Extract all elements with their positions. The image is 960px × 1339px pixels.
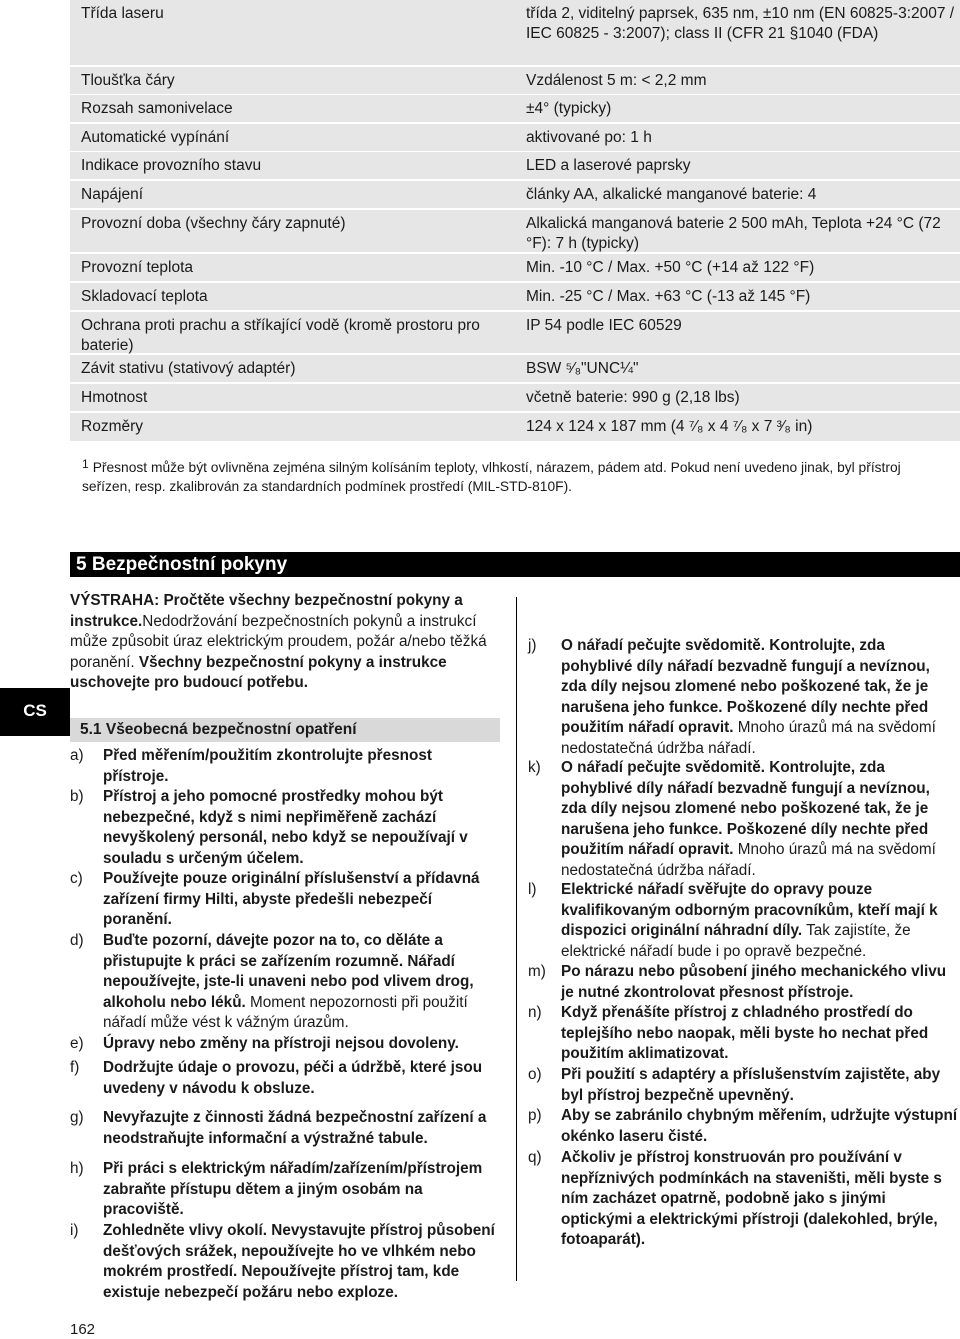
spec-value: třída 2, viditelný paprsek, 635 nm, ±10 nm (EN 60825-3:2007 / IEC 60825 - 3:2007); class II (CFR 21 §1040 (FDA) — [526, 5, 955, 42]
spec-row — [70, 384, 960, 411]
safety-item-letter: e) — [70, 1035, 84, 1052]
spec-value: ±4° (typicky) — [526, 100, 612, 117]
safety-item-letter: h) — [70, 1160, 84, 1177]
spec-row — [70, 413, 960, 441]
spec-label: Tloušťka čáry — [81, 72, 175, 89]
safety-item-letter: f) — [70, 1059, 80, 1076]
safety-item-letter: i) — [70, 1222, 79, 1239]
safety-item-bold: Při práci s elektrickým nářadím/zařízením/přístrojem zabraňte přístupu dětem a jiným osobám na pracoviště. — [103, 1160, 483, 1218]
safety-item-bold: Při použití s adaptéry a příslušenstvím zajistěte, aby byl přístroj bezpečně upevněný. — [561, 1066, 941, 1104]
spec-value: BSW ⁵⁄₈"UNC¼" — [526, 360, 639, 377]
safety-item-letter: d) — [70, 932, 84, 949]
safety-item-text — [103, 1221, 500, 1303]
safety-item-letter: m) — [528, 963, 546, 980]
column-divider — [516, 597, 517, 1281]
spec-value: LED a laserové paprsky — [526, 157, 691, 174]
safety-item-bold: Buďte pozorní, dávejte pozor na to, co děláte a přistupujte k práci se zařízením rozumně. Nářadí nepoužívejte, jste-li unaveni nebo pod vlivem drog, alkoholu nebo léků. — [103, 932, 474, 1011]
spec-row — [70, 124, 960, 151]
safety-item-bold: Ačkoliv je přístroj konstruován pro používání v nepříznivých podmínkách na staveništi, měli byste s ním zacházet opatrně, podobně jako s jinými optickými a elektrickými přístroji (dalekohled, brýle, fotoaparát). — [561, 1149, 942, 1248]
spec-label: Provozní teplota — [81, 259, 194, 276]
safety-item-text — [103, 746, 500, 787]
spec-value: články AA, alkalické manganové baterie: 4 — [526, 186, 817, 203]
spec-label: Hmotnost — [81, 389, 148, 406]
safety-item-text — [561, 636, 958, 759]
safety-item-text — [103, 1159, 500, 1221]
spec-label: Automatické vypínání — [81, 129, 230, 146]
safety-item-bold: Používejte pouze originální příslušenství a přídavná zařízení firmy Hilti, abyste předešli nebezpečí poranění. — [103, 870, 480, 928]
spec-row — [70, 67, 960, 94]
safety-item-text — [561, 1106, 958, 1147]
safety-item-bold: Dodržujte údaje o provozu, péči a údržbě, které jsou uvedeny v návodu k obsluze. — [103, 1059, 483, 1097]
safety-item-bold: O nářadí pečujte svědomitě. Kontrolujte, zda pohyblivé díly nářadí bezvadně fungují a nevíznou, zda díly nejsou zlomené nebo poškozené tak, že je narušena jeho funkce. Poškozené díly nechte před použitím nářadí opravit. — [561, 637, 930, 736]
safety-item-text — [103, 1034, 500, 1055]
safety-item-normal: Tak zajistíte, že elektrické nářadí bude i po opravě bezpečné. — [561, 922, 911, 960]
safety-item-letter: o) — [528, 1066, 542, 1083]
safety-item-bold: Před měřením/použitím zkontrolujte přesnost přístroje. — [103, 747, 432, 785]
safety-item-letter: a) — [70, 747, 84, 764]
safety-item-normal: Mnoho úrazů má na svědomí nedostatečná údržba nářadí. — [561, 841, 936, 879]
spec-label: Indikace provozního stavu — [81, 157, 262, 174]
safety-item-bold: Po nárazu nebo působení jiného mechanického vlivu je nutné zkontrolovat přesnost přístroje. — [561, 963, 947, 1001]
safety-item-text — [561, 1148, 958, 1251]
spec-value: 124 x 124 x 187 mm (4 ⁷⁄₈ x 4 ⁷⁄₈ x 7 ³⁄₈ in) — [526, 418, 813, 435]
spec-label: Ochrana proti prachu a stříkající vodě (kromě prostoru pro baterie) — [81, 317, 480, 354]
spec-label: Rozsah samonivelace — [81, 100, 233, 117]
section-title: 5 Bezpečnostní pokyny — [76, 554, 288, 575]
spec-value: IP 54 podle IEC 60529 — [526, 317, 682, 334]
warning-normal: Nedodržování bezpečnostních pokynů a instrukcí může způsobit úraz elektrickým proudem, požár a/nebo těžká poranění. — [70, 612, 487, 671]
safety-item-text — [561, 880, 958, 962]
spec-label: Skladovací teplota — [81, 288, 208, 305]
safety-item-text — [103, 1108, 500, 1149]
safety-item-text — [561, 758, 958, 881]
spec-row — [70, 355, 960, 382]
safety-item-text — [561, 962, 958, 1003]
safety-item-letter: k) — [528, 759, 541, 776]
spec-value: aktivované po: 1 h — [526, 129, 652, 146]
safety-item-normal: Moment nepozornosti při použití nářadí může vést k vážným úrazům. — [103, 993, 468, 1031]
safety-item-letter: l) — [528, 881, 537, 898]
safety-item-text — [103, 869, 500, 931]
footnote-text: Přesnost může být ovlivněna zejména silným kolísáním teploty, vlhkostí, nárazem, pádem atd. Pokud není uvedeno jinak, byl přístroj seřízen, resp. zkalibrován za standardních podmínek prostředí (MIL-STD-810F). — [82, 460, 901, 494]
safety-item-bold: Aby se zabránilo chybným měřením, udržujte výstupní okénko laseru čisté. — [561, 1107, 958, 1145]
safety-item-bold: Elektrické nářadí svěřujte do opravy pouze kvalifikovaným odborným pracovníkům, kteří mají k dispozici originální náhradní díly. — [561, 881, 938, 939]
spec-row — [70, 312, 960, 353]
spec-value: včetně baterie: 990 g (2,18 lbs) — [526, 389, 740, 406]
footnote-marker: 1 — [82, 457, 89, 471]
safety-item-bold: Nevyřazujte z činnosti žádná bezpečnostní zařízení a neodstraňujte informační a výstražné tabule. — [103, 1109, 487, 1147]
safety-item-bold: O nářadí pečujte svědomitě. Kontrolujte, zda pohyblivé díly nářadí bezvadně fungují a nevíznou, zda díly nejsou zlomené nebo poškozené tak, že je narušena jeho funkce. Poškozené díly nechte před použitím nářadí opravit. — [561, 759, 930, 858]
spec-row — [70, 254, 960, 281]
spec-value: Min. -25 °C / Max. +63 °C (-13 až 145 °F) — [526, 288, 811, 305]
spec-label: Rozměry — [81, 418, 144, 435]
safety-item-letter: b) — [70, 788, 84, 805]
safety-item-bold: Zohledněte vlivy okolí. Nevystavujte přístroj působení dešťových srážek, nepoužívejte ho ve vlhkém nebo mokrém prostředí. Nepoužívejte přístroj tam, kde existuje nebezpečí požáru nebo exploze. — [103, 1222, 495, 1301]
warning-bold-1: VÝSTRAHA: Pročtěte všechny bezpečnostní pokyny a instrukce. — [70, 592, 463, 630]
warning-bold-2: Všechny bezpečnostní pokyny a instrukce uschovejte pro budoucí potřebu. — [70, 653, 447, 691]
safety-item-bold: Když přenášíte přístroj z chladného prostředí do teplejšího nebo naopak, měli byste ho nechat před použitím aklimatizovat. — [561, 1004, 929, 1062]
safety-item-letter: q) — [528, 1149, 542, 1166]
safety-item-letter: n) — [528, 1004, 542, 1021]
safety-item-normal: Mnoho úrazů má na svědomí nedostatečná údržba nářadí. — [561, 719, 936, 757]
safety-item-text — [561, 1065, 958, 1106]
spec-value: Alkalická manganová baterie 2 500 mAh, Teplota +24 °C (72 °F): 7 h (typicky) — [526, 215, 941, 252]
safety-item-letter: g) — [70, 1109, 84, 1126]
spec-row — [70, 152, 960, 179]
spec-row — [70, 0, 960, 65]
page-number: 162 — [70, 1321, 96, 1338]
safety-item-letter: p) — [528, 1107, 542, 1124]
spec-row — [70, 181, 960, 208]
spec-value: Min. -10 °C / Max. +50 °C (+14 až 122 °F) — [526, 259, 815, 276]
subsection-title: 5.1 Všeobecná bezpečnostní opatření — [80, 721, 357, 738]
safety-item-text — [103, 1058, 500, 1099]
spec-value: Vzdálenost 5 m: < 2,2 mm — [526, 72, 707, 89]
safety-item-bold: Úpravy nebo změny na přístroji nejsou dovoleny. — [103, 1035, 459, 1052]
safety-item-letter: j) — [528, 637, 537, 654]
safety-item-bold: Přístroj a jeho pomocné prostředky mohou být nebezpečné, když s nimi nepřiměřeně zachází nevyškolený personál, nebo když se nepoužívají v souladu s určeným účelem. — [103, 788, 468, 867]
spec-label: Třída laseru — [81, 5, 164, 22]
spec-row — [70, 210, 960, 252]
spec-label: Provozní doba (všechny čáry zapnuté) — [81, 215, 346, 232]
safety-item-text — [103, 931, 500, 1034]
spec-row — [70, 283, 960, 310]
safety-item-letter: c) — [70, 870, 83, 887]
safety-item-text — [561, 1003, 958, 1065]
language-tab-label: CS — [23, 701, 47, 720]
footnote — [82, 455, 942, 496]
spec-row — [70, 95, 960, 122]
safety-item-text — [103, 787, 500, 869]
spec-label: Napájení — [81, 186, 144, 203]
warning-paragraph — [70, 591, 500, 694]
spec-label: Závit stativu (stativový adaptér) — [81, 360, 296, 377]
